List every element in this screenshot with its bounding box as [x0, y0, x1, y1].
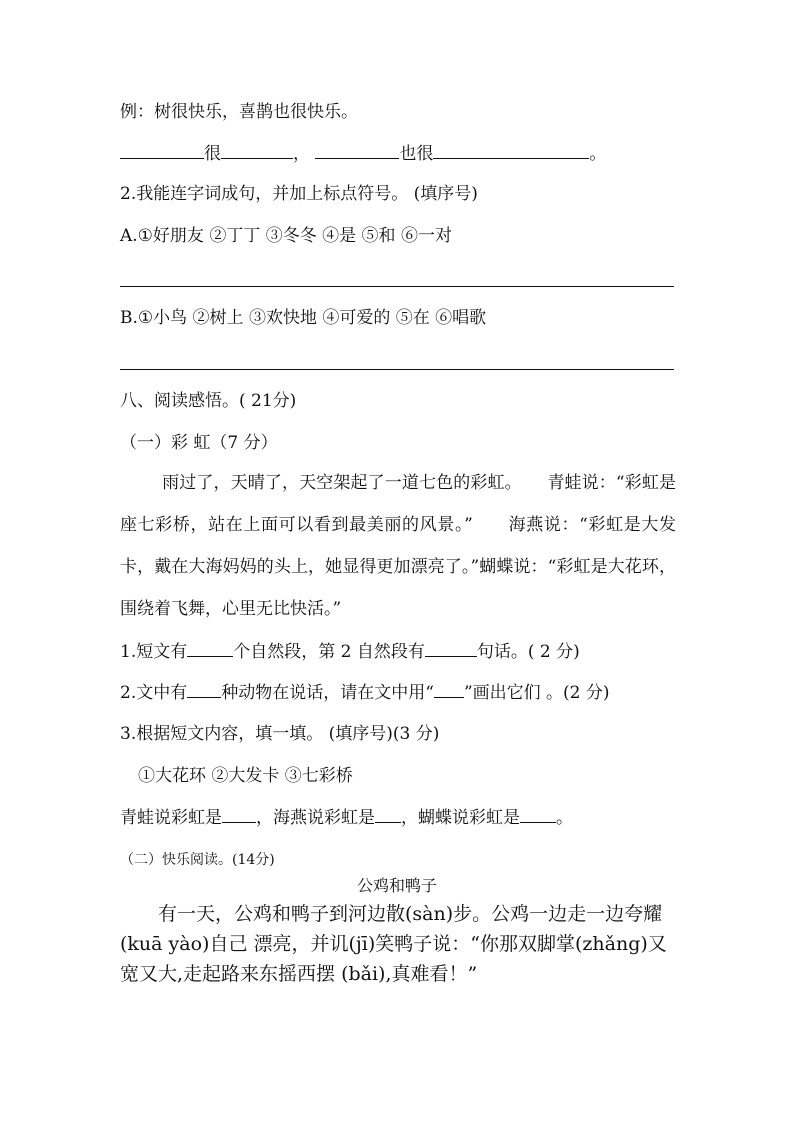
- blank[interactable]: [120, 142, 204, 159]
- question-2a-words: A.①好朋友 ②丁丁 ③冬冬 ④是 ⑤和 ⑥一对: [120, 226, 452, 246]
- blank[interactable]: [221, 142, 293, 159]
- question-3-fill: 青蛙说彩虹是 ，海燕说彩虹是 ，蝴蝶说彩虹是 。: [120, 808, 573, 828]
- blank[interactable]: [375, 806, 401, 823]
- section-8-title: 八、阅读感悟。( 21分): [120, 391, 297, 411]
- blank[interactable]: [187, 640, 233, 657]
- passage-rainbow: 雨过了，天晴了，天空架起了一道七色的彩虹。 青蛙说：“彩虹是座七彩桥，站在上面可以看到最美丽的风景。” 海燕说：“彩虹是大发卡，戴在大海妈妈的头上，她显得更加漂亮了。”蝴蝶说：“彩虹是大花环，围绕着飞舞，心里无比快活。”: [120, 473, 676, 619]
- question-3-options: ①大花环 ②大发卡 ③七彩桥: [138, 766, 353, 786]
- passage-1-title: （一）彩 虹（7 分）: [120, 433, 278, 453]
- blank[interactable]: [187, 681, 221, 698]
- blank[interactable]: [433, 142, 589, 159]
- answer-line-b[interactable]: [120, 369, 674, 370]
- passage-2-story-title: 公鸡和鸭子: [356, 876, 437, 895]
- blank[interactable]: [222, 806, 256, 823]
- blank[interactable]: [425, 640, 477, 657]
- example-sentence: 例：树很快乐，喜鹊也很快乐。: [120, 102, 358, 122]
- answer-line-a[interactable]: [120, 286, 674, 287]
- passage-rooster-duck: 有一天，公鸡和鸭子到河边散(sàn)步。公鸡一边走一边夸耀(kuā yào)自己 漂亮，并讥(jī)笑鸭子说：“你那双脚掌(zhǎng)又宽又大,走起路来东摇西摆 (bǎi),真难看！”: [120, 903, 667, 985]
- question-2b-words: B.①小鸟 ②树上 ③欢快地 ④可爱的 ⑤在 ⑥唱歌: [120, 308, 487, 328]
- passage-2-title: （二）快乐阅读。(14分): [120, 852, 275, 868]
- fill-sentence: 很 ， 也很 。: [120, 142, 606, 165]
- blank[interactable]: [315, 142, 399, 159]
- question-1: 1.短文有 个自然段，第 2 自然段有 句话。( 2 分): [120, 642, 580, 662]
- blank[interactable]: [520, 806, 556, 823]
- question-2-title: 2.我能连字词成句，并加上标点符号。 (填序号): [120, 184, 478, 204]
- question-3-title: 3.根据短文内容，填一填。 (填序号)(3 分): [120, 724, 440, 744]
- question-2: 2.文中有 种动物在说话，请在文中用“ ”画出它们 。(2 分): [120, 683, 610, 703]
- blank[interactable]: [434, 681, 464, 698]
